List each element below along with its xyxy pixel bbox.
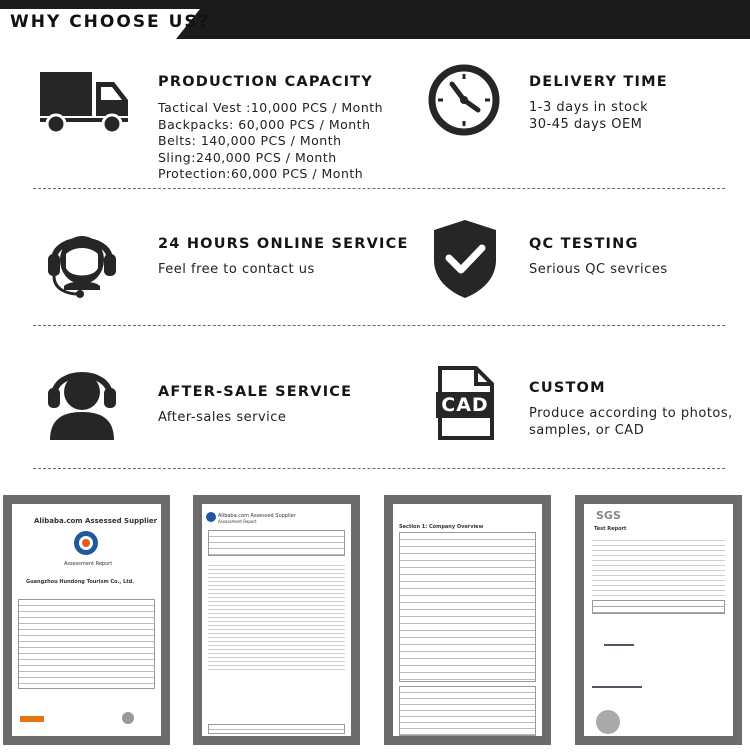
certificate-text-block <box>592 536 725 596</box>
certificate-sgs <box>575 495 742 745</box>
signature <box>592 674 642 688</box>
headset-operator-icon <box>44 220 120 300</box>
feature-title: DELIVERY TIME <box>529 74 668 90</box>
feature-qc <box>380 212 750 312</box>
certificate-paper <box>12 504 161 736</box>
certificate-heading: Alibaba.com Assessed Supplier <box>218 513 296 519</box>
feature-line: Feel free to contact us <box>158 262 315 277</box>
feature-lines <box>158 410 286 427</box>
feature-aftersale <box>0 350 380 450</box>
feature-title: AFTER-SALE SERVICE <box>158 384 353 400</box>
feature-line: Backpacks: 60,000 PCS / Month <box>158 116 371 132</box>
feature-lines <box>158 100 383 183</box>
feature-online <box>0 212 409 312</box>
banner-top-bar <box>0 0 750 9</box>
feature-lines <box>529 100 648 133</box>
page-title: WHY CHOOSE US? <box>10 12 211 32</box>
feature-line: Produce according to photos, <box>529 406 733 421</box>
certificate-alibaba-report <box>193 495 360 745</box>
clock-icon <box>428 64 500 136</box>
feature-title: 24 HOURS ONLINE SERVICE <box>158 236 409 252</box>
shield-check-icon <box>432 218 498 300</box>
certificate-subheading: Assessment Report <box>64 561 113 567</box>
feature-line: After-sales service <box>158 410 287 425</box>
certificate-company: Guangzhou Hundong Tourism Co., Ltd. <box>26 579 135 585</box>
feature-line: Protection:60,000 PCS / Month <box>158 166 364 181</box>
certificate-table <box>208 530 345 556</box>
feature-delivery <box>380 60 750 190</box>
feature-line: Belts: 140,000 PCS / Month <box>158 133 342 148</box>
stamp-icon <box>122 712 134 724</box>
feature-line: 1-3 days in stock <box>529 100 649 115</box>
certificate-alibaba-cover <box>3 495 170 745</box>
truck-icon <box>40 72 130 134</box>
certificate-footer <box>208 724 345 734</box>
header-banner <box>0 0 750 42</box>
feature-lines <box>158 262 315 279</box>
feature-production <box>0 60 384 190</box>
certificate-table <box>592 600 725 614</box>
feature-line: 30-45 days OEM <box>529 116 643 132</box>
certificate-heading: Alibaba.com Assessed Supplier <box>34 517 158 525</box>
headphones-person-icon <box>44 362 120 440</box>
certificate-text-block <box>208 562 345 672</box>
banner-dark-strip <box>176 9 750 39</box>
divider <box>33 188 725 189</box>
feature-title: PRODUCTION CAPACITY <box>158 74 373 90</box>
cad-file-icon <box>436 366 494 440</box>
alibaba-logo <box>20 716 44 722</box>
sgs-logo: SGS <box>596 509 621 522</box>
feature-title: QC TESTING <box>529 236 639 252</box>
cad-label: CAD <box>441 394 489 416</box>
feature-line: Tactical Vest :10,000 PCS / Month <box>158 100 384 115</box>
certificate-paper <box>202 504 351 736</box>
certificate-company-overview <box>384 495 551 745</box>
feature-lines <box>529 262 668 279</box>
certificate-heading: Section 1: Company Overview <box>399 524 484 530</box>
feature-lines <box>529 406 733 439</box>
certificate-table <box>399 532 536 682</box>
certificate-table <box>399 686 536 736</box>
feature-custom <box>380 350 750 450</box>
certificate-table <box>18 599 155 689</box>
feature-title: CUSTOM <box>529 380 606 396</box>
feature-line: samples, or CAD <box>529 422 645 438</box>
feature-line: Serious QC sevrices <box>529 262 668 277</box>
divider <box>33 325 725 326</box>
certificate-subheading: Assessment Report <box>218 519 257 524</box>
certificate-subheading: Test Report <box>594 526 627 532</box>
seal-icon <box>72 529 100 557</box>
signature <box>604 632 634 646</box>
stamp-icon <box>596 710 620 734</box>
seal-icon <box>206 512 216 522</box>
divider <box>33 468 725 469</box>
feature-line: Sling:240,000 PCS / Month <box>158 149 337 165</box>
certificate-paper <box>584 504 733 736</box>
certificate-paper <box>393 504 542 736</box>
